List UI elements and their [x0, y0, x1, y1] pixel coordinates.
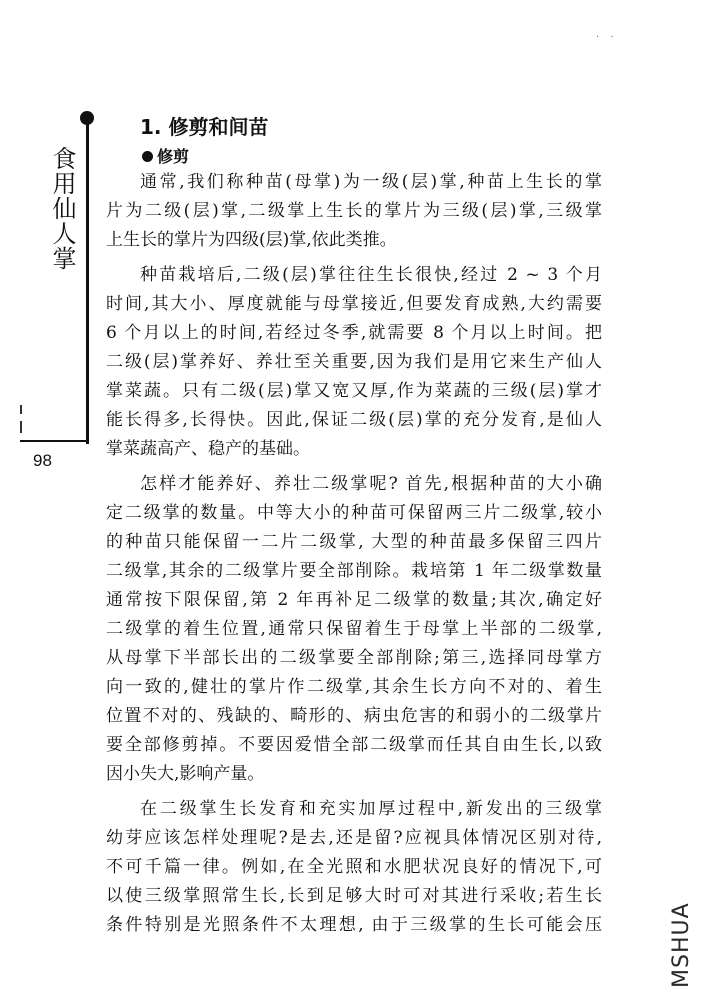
paragraph	[106, 470, 602, 789]
text-line: 通常,我们称种苗(母掌)为一级(层)掌,种苗上生长的掌	[140, 172, 602, 192]
text-line: 幼芽应该怎样处理呢?是去,还是留?应视具体情况区别对待,	[106, 828, 602, 848]
text-line: 时间,其大小、厚度就能与母掌接近,但要发育成熟,大约需要	[106, 294, 602, 314]
text-line: 要全部修剪掉。不要因爱惜全部二级掌而任其自由生长,以致	[106, 735, 602, 755]
text-line: 片为二级(层)掌,二级掌上生长的掌片为三级(层)掌,三级掌	[106, 201, 602, 221]
text-line: 掌菜蔬高产、稳产的基础。	[106, 439, 310, 459]
text-line: 在二级掌生长发育和充实加厚过程中,新发出的三级掌	[140, 799, 602, 819]
page-number: 98	[33, 451, 52, 470]
paragraph	[106, 795, 602, 940]
text-line: 怎样才能养好、养壮二级掌呢? 首先,根据种苗的大小确	[140, 474, 602, 494]
text-line: 通常按下限保留,第 2 年再补足二级掌的数量;其次,确定好	[106, 590, 602, 610]
text-line: 6 个月以上的时间,若经过冬季,就需要 8 个月以上时间。把	[106, 323, 602, 343]
text-line: 二级(层)掌养好、养壮至关重要,因为我们是用它来生产仙人	[106, 352, 602, 372]
bullet-icon	[142, 151, 153, 162]
subsection-heading	[142, 144, 189, 167]
text-line: 种苗栽培后,二级(层)掌往往生长很快,经过 2 ~ 3 个月	[140, 265, 602, 285]
text-line: 不可千篇一律。例如,在全光照和水肥状况良好的情况下,可	[106, 857, 602, 877]
text-line: 能长得多,长得快。因此,保证二级(层)掌的充分发育,是仙人	[106, 410, 602, 430]
text-line: 掌菜蔬。只有二级(层)掌又宽又厚,作为菜蔬的三级(层)掌才	[106, 381, 602, 401]
body-text	[106, 168, 602, 940]
corner-marks: · ·	[596, 32, 618, 43]
text-line: 二级掌的着生位置,通常只保留着生于母掌上半部的二级掌,	[106, 619, 602, 639]
text-line: 条件特别是光照条件不太理想, 由于三级掌的生长可能会压	[106, 915, 602, 935]
text-line: 向一致的,健壮的掌片作二级掌,其余生长方向不对的、着生	[106, 677, 602, 697]
text-line: 二级掌,其余的二级掌片要全部削除。栽培第 1 年二级掌数量	[106, 561, 602, 581]
text-line: 上生长的掌片为四级(层)掌,依此类推。	[106, 230, 397, 250]
margin-vertical-rule	[86, 118, 89, 444]
paragraph	[106, 261, 602, 464]
text-line: 的种苗只能保留一二片二级掌, 大型的种苗最多保留三四片	[106, 532, 602, 552]
watermark: MSHUA	[669, 902, 694, 988]
text-line: 从母掌下半部长出的二级掌要全部削除;第三,选择同母掌方	[106, 648, 602, 668]
text-line: 因小失大,影响产量。	[106, 764, 265, 784]
margin-tick-mark	[20, 405, 22, 414]
subsection-heading-text: 修剪	[157, 147, 190, 166]
text-line: 以使三级掌照常生长,长到足够大时可对其进行采收;若生长	[106, 886, 602, 906]
text-line: 定二级掌的数量。中等大小的种苗可保留两三片二级掌,较小	[106, 503, 602, 523]
section-heading: 1. 修剪和间苗	[140, 115, 269, 139]
margin-horizontal-rule	[20, 440, 89, 442]
running-book-title: 食用仙人掌	[48, 146, 76, 271]
margin-tick-mark	[20, 421, 22, 433]
paragraph	[106, 168, 602, 255]
text-line: 位置不对的、残缺的、畸形的、病虫危害的和弱小的二级掌片	[106, 706, 602, 726]
